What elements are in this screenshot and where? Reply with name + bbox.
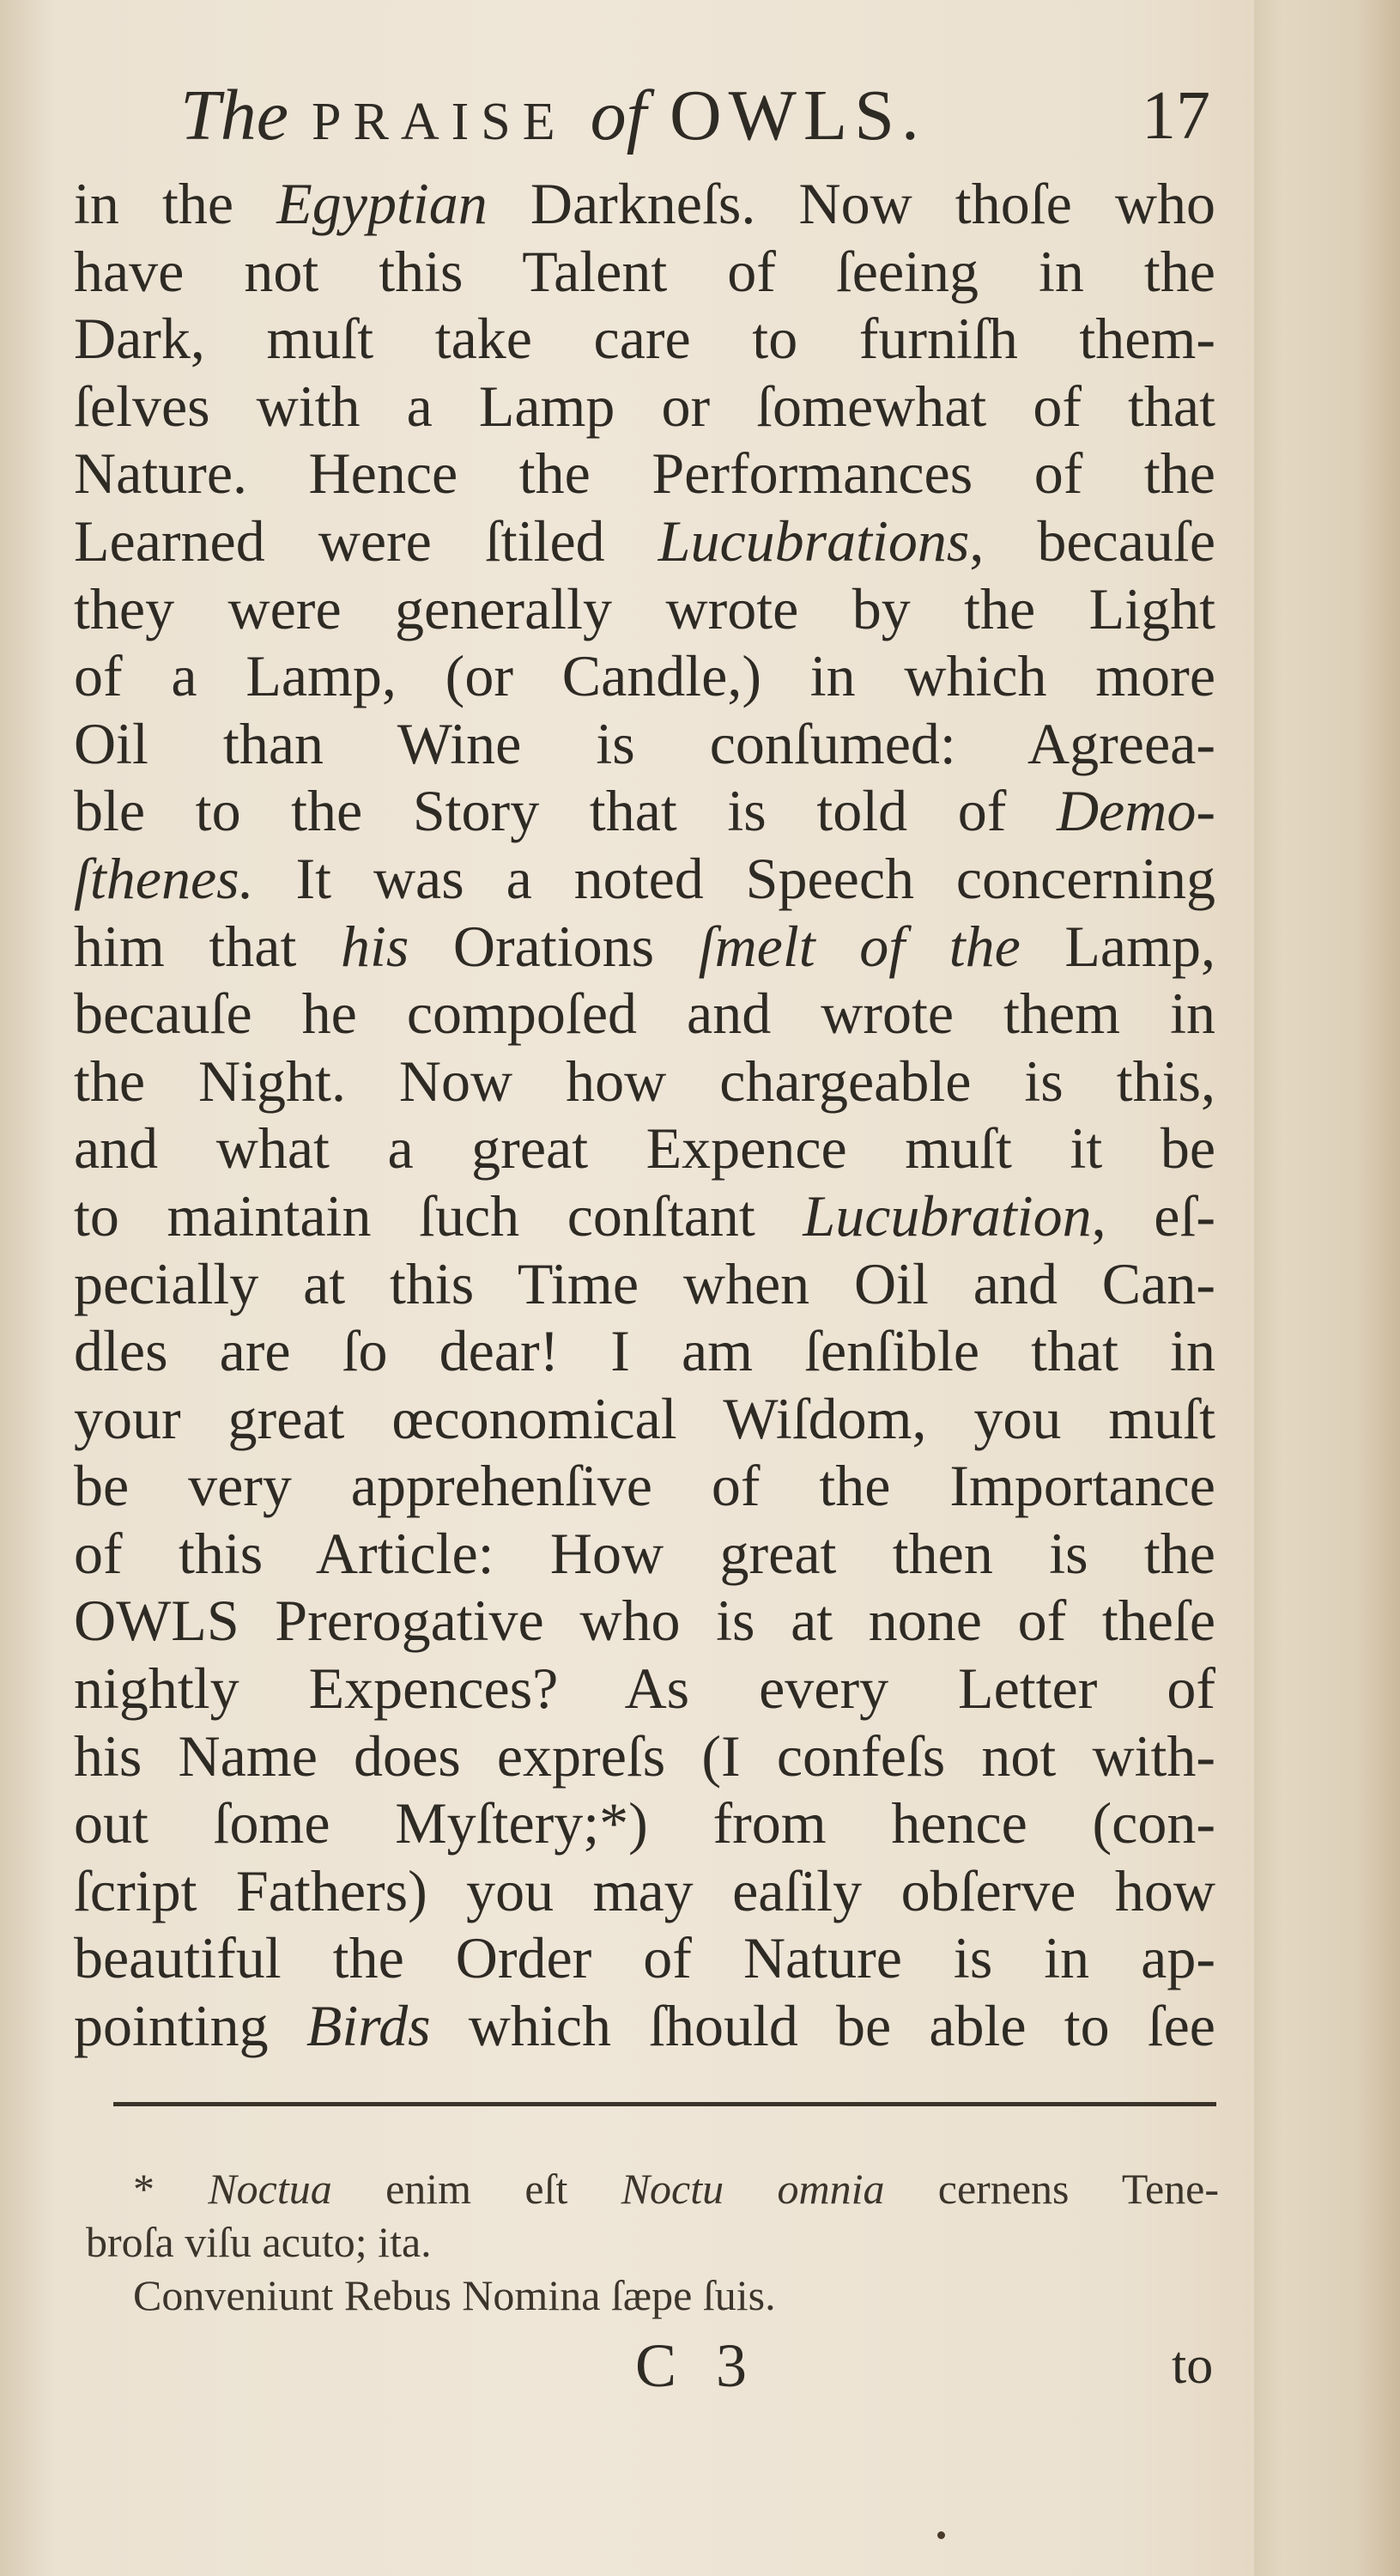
text-line: Nature. Hence the Performances of the [74,440,1215,507]
text-line: pointing Birds which ſhould be able to ſee [74,1993,1215,2059]
footnote-rule [113,2102,1216,2106]
text-line: of this Article: How great then is the [74,1520,1215,1586]
ink-spot [937,2531,945,2539]
text-line: him that his Orations ſmelt of the Lamp, [74,913,1215,979]
text-line: beautiful the Order of Nature is in ap- [74,1925,1215,1991]
text-line: they were generally wrote by the Light [74,575,1215,641]
page-gutter-edge [1254,0,1400,2576]
signature-mark: C 3 [635,2331,760,2400]
footnote [86,2162,1219,2322]
running-head-of: of [590,76,646,155]
running-head [180,69,926,169]
text-line: Dark, muſt take care to furniſh them- [74,306,1215,372]
text-line: Learned were ſtiled Lucubrations, becauſe [74,507,1215,574]
text-line: be very apprehenſive of the Importance [74,1453,1215,1519]
text-line: Oil than Wine is conſumed: Agreea- [74,710,1215,776]
text-line: ſelves with a Lamp or ſomewhat of that [74,373,1215,439]
running-head-praise: PRAISE [312,93,567,151]
text-line: of a Lamp, (or Candle,) in which more [74,643,1215,709]
text-line: in the Egyptian Darkneſs. Now thoſe who [74,171,1215,236]
text-line: ble to the Story that is told of Demo- [74,778,1215,844]
text-line: nightly Expences? As every Letter of [74,1656,1215,1722]
text-line: your great œconomical Wiſdom, you muſt [74,1385,1215,1451]
text-line: dles are ſo dear! I am ſenſible that in [74,1318,1215,1384]
text-line: ſcript Fathers) you may eaſily obſerve how [74,1857,1215,1923]
footnote-line: * Noctua enim eſt Noctu omnia cernens Tene- [133,2165,1219,2213]
body-text [74,170,1215,2060]
text-line: OWLS Prerogative who is at none of theſe [74,1588,1215,1654]
page-number: 17 [1142,78,1210,154]
catchword: to [1172,2336,1214,2395]
footnote-verse: Conveniunt Rebus Nomina ſæpe ſuis. [133,2271,776,2319]
footnote-line: broſa viſu acuto; ita. [86,2218,432,2266]
text-line: to maintain ſuch conſtant Lucubration, eſ- [74,1182,1215,1249]
text-line: ſthenes. It was a noted Speech concerning [74,845,1215,911]
running-head-the: The [180,76,288,155]
text-line: and what a great Expence muſt it be [74,1115,1215,1182]
text-line: the Night. Now how chargeable is this, [74,1048,1215,1114]
text-line: pecially at this Time when Oil and Can- [74,1250,1215,1316]
text-line: out ſome Myſtery;*) from hence (con- [74,1790,1215,1856]
page-header [180,69,1210,163]
text-line: his Name does expreſs (I confeſs not with- [74,1722,1215,1789]
text-line: have not this Talent of ſeeing in the [74,238,1215,304]
text-line: becauſe he compoſed and wrote them in [74,981,1215,1047]
running-head-owls: OWLS. [669,76,926,155]
